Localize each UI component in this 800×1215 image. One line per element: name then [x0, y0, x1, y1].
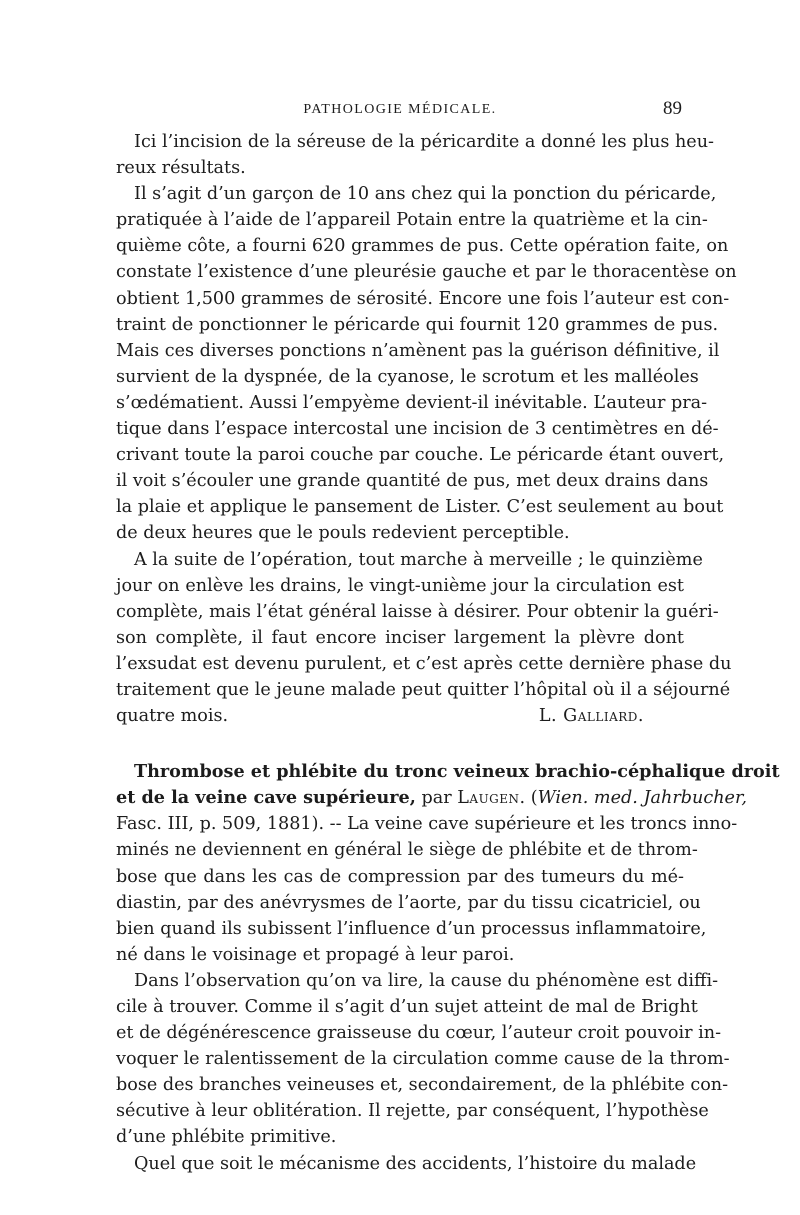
text-line: voquer le ralentissement de la circulation comme cause de la throm- [116, 1049, 730, 1070]
text-line: survient de la dyspnée, de la cyanose, le scrotum et les malléoles [116, 366, 699, 387]
text-line: bien quand ils subissent l’influence d’un processus inflammatoire, [116, 918, 707, 939]
text-fragment: . ( [519, 788, 538, 809]
text-line: quième côte, a fourni 620 grammes de pus. Cette opération faite, on [116, 236, 729, 257]
text-line: l’exsudat est devenu purulent, et c’est après cette dernière phase du [116, 653, 732, 674]
text-line: il voit s’écouler une grande quantité de pus, met deux drains dans [116, 471, 709, 492]
text-line: s’œdématient. Aussi l’empyème devient-il inévitable. L’auteur pra- [116, 392, 708, 413]
paragraph [116, 181, 737, 546]
text-line: complète, mais l’état général laisse à désirer. Pour obtenir la guéri- [116, 601, 719, 622]
text-line: jour on enlève les drains, le vingt-unième jour la circulation est [116, 575, 684, 596]
paragraph [116, 968, 730, 1151]
text-line: A la suite de l’opération, tout marche à merveille ; le quinzième [134, 549, 703, 570]
text-line: Quel que soit le mécanisme des accidents, l’histoire du malade [134, 1153, 697, 1174]
text-line: Il s’agit d’un garçon de 10 ans chez qui la ponction du péricarde, [134, 184, 717, 205]
article-heading-paragraph [116, 759, 780, 968]
text-line: et de dégénérescence graisseuse du cœur, l’auteur croit pouvoir in- [116, 1023, 722, 1044]
text-line: minés ne deviennent en général le siège de phlébite et de throm- [116, 840, 698, 861]
text-line: obtient 1,500 grammes de sérosité. Encore une fois l’auteur est con- [116, 288, 730, 309]
text-line: Dans l’observation qu’on va lire, la cause du phénomène est diffi- [134, 970, 719, 991]
article-title: Thrombose et phlébite du tronc veineux brachio-céphalique droit [134, 761, 780, 783]
text-line: tique dans l’espace intercostal une incision de 3 centimètres en dé- [116, 419, 719, 440]
journal-name: Wien. med. Jahrbucher, [537, 788, 748, 809]
text-line: Mais ces diverses ponctions n’amènent pas la guérison définitive, il [116, 340, 720, 361]
text-line: pratiquée à l’aide de l’appareil Potain entre la quatrième et la cin- [116, 210, 708, 231]
paragraph [116, 129, 714, 181]
text-line: Fasc. III, p. 509, 1881). -- La veine cave supérieure et les troncs inno- [116, 814, 738, 835]
text-line: reux résultats. [116, 158, 246, 179]
page-header [116, 100, 684, 124]
article-author: Laugen [457, 788, 520, 809]
page-number: 89 [663, 98, 682, 119]
text-line: cile à trouver. Comme il s’agit d’un sujet atteint de mal de Bright [116, 997, 698, 1017]
text-line: constate l’existence d’une pleurésie gauche et par le thoracentèse on [116, 262, 737, 283]
text-line: la plaie et applique le pansement de Lister. C’est seulement au bout [116, 497, 724, 518]
text-line: traint de ponctionner le péricarde qui fournit 120 grammes de pus. [116, 314, 719, 335]
text-line: crivant toute la paroi couche par couche. Le péricarde étant ouvert, [116, 445, 725, 466]
text-line [116, 785, 748, 811]
section-gap [116, 729, 684, 759]
text-line: bose que dans les cas de compression par des tumeurs du mé- [116, 866, 684, 887]
text-line: traitement que le jeune malade peut quitter l’hôpital où il a séjourné [116, 679, 731, 700]
article-title-cont: et de la veine cave supérieure, [116, 787, 416, 809]
paragraph [116, 1151, 697, 1177]
text-line: son complète, il faut encore inciser largement la plèvre dont [116, 627, 684, 648]
author-signature: L. Galliard. [538, 706, 644, 727]
paragraph [116, 547, 732, 730]
running-title: PATHOLOGIE MÉDICALE. [303, 102, 497, 117]
text-line: d’une phlébite primitive. [116, 1127, 337, 1148]
text-line: né dans le voisinage et propagé à leur paroi. [116, 944, 515, 965]
text-line: sécutive à leur oblitération. Il rejette, par conséquent, l’hypothèse [116, 1101, 709, 1122]
text-line: de deux heures que le pouls redevient perceptible. [116, 523, 570, 544]
text-line: bose des branches veineuses et, secondairement, de la phlébite con- [116, 1075, 729, 1096]
text-line: Ici l’incision de la séreuse de la péricardite a donné les plus heu- [134, 132, 714, 152]
signature-line [116, 703, 684, 729]
text-line: diastin, par des anévrysmes de l’aorte, par du tissu cicatriciel, ou [116, 892, 701, 913]
text-line: quatre mois. [116, 706, 229, 727]
text-fragment: par [415, 788, 458, 809]
body-text [116, 129, 780, 1177]
